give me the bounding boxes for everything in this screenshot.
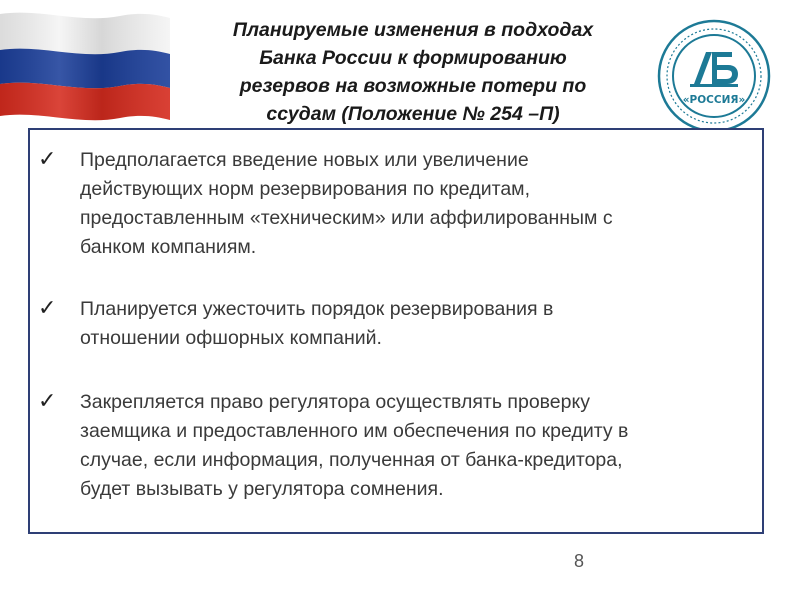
checkmark-icon: ✓ [38, 389, 57, 414]
checkmark-icon: ✓ [38, 147, 57, 172]
bullet-text [80, 295, 760, 353]
bullet-text [80, 388, 760, 504]
logo-label: «РОССИЯ» [682, 94, 746, 106]
russian-flag-image [0, 6, 170, 124]
title-line: ссудам (Положение № 254 –П) [266, 103, 560, 125]
bullet-line: заемщика и предоставленного им обеспечения по кредиту в [80, 420, 629, 442]
bullet-line: случае, если информация, полученная от банка-кредитора, [80, 449, 623, 471]
title-line: Планируемые изменения в подходах [232, 19, 594, 41]
checkmark-icon: ✓ [38, 296, 57, 321]
bullet-line: предоставленным «техническим» или аффилированным с [80, 207, 613, 229]
bullet-line: будет вызывать у регулятора сомнения. [80, 478, 444, 500]
bullet-line: Закрепляется право регулятора осуществлять проверку [80, 391, 590, 413]
bullet-line: Предполагается введение новых или увеличение [80, 149, 529, 171]
bullet-line: отношении офшорных компаний. [80, 327, 382, 349]
bank-association-russia-logo [656, 18, 772, 134]
page-number: 8 [574, 551, 585, 571]
bullet-line: Планируется ужесточить порядок резервирования в [80, 298, 554, 320]
title-line: резервов на возможные потери по [239, 75, 587, 97]
bullet-line: действующих норм резервирования по кредитам, [80, 178, 530, 200]
slide-title [178, 16, 648, 128]
bullet-line: банком компаниям. [80, 236, 257, 258]
content-frame [28, 128, 764, 534]
bullet-text [80, 146, 760, 262]
title-line: Банка России к формированию [259, 47, 567, 69]
